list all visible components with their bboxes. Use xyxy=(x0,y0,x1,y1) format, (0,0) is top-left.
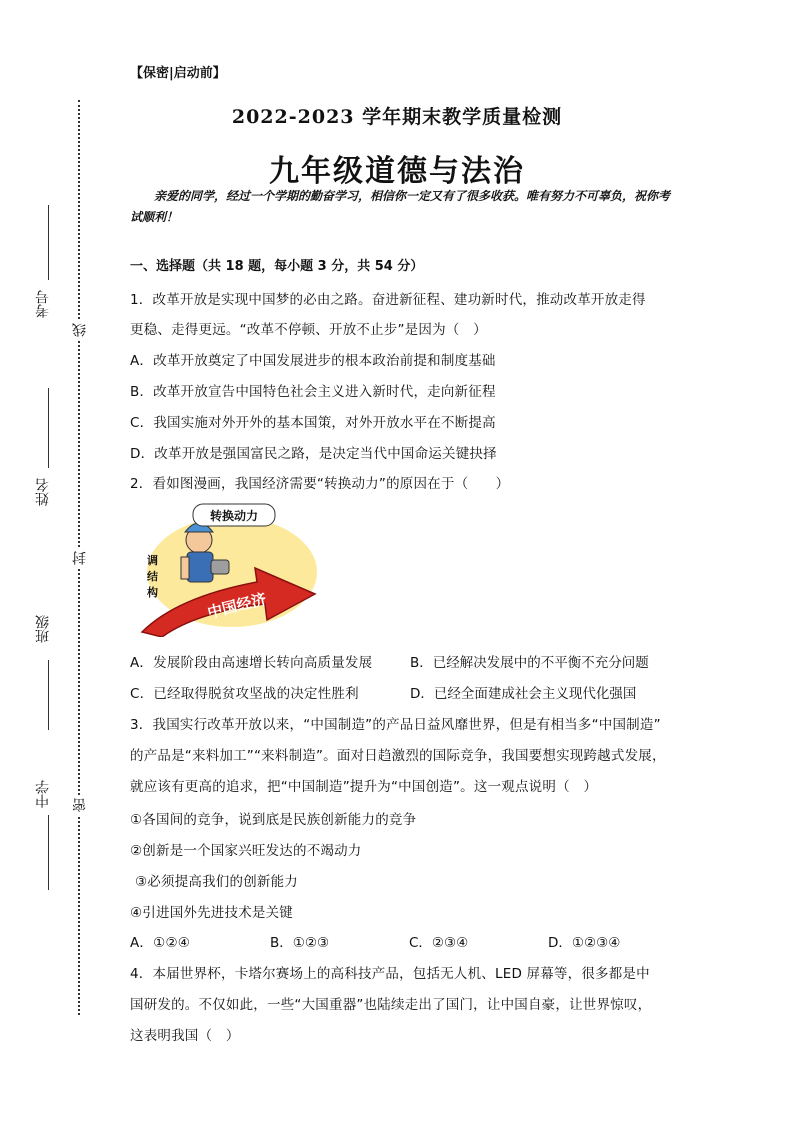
q4-stem-line2: 国研发的。不仅如此，一些“大国重器”也陆续走出了国门，让中国自豪，让世界惊叹， xyxy=(130,997,652,1013)
subject-title: 九年级道德与法治 xyxy=(269,154,525,189)
cartoon-bubble-text: 转换动力 xyxy=(209,509,259,523)
q1-option-d: D．改革开放是强国富民之路，是决定当代中国命运关键抉择 xyxy=(130,446,497,462)
q1-stem-line2: 更稳、走得更远。“改革不停顿、开放不止步”是因为（ ） xyxy=(130,322,487,338)
section-heading: 一、选择题（共 18 题，每小题 3 分，共 54 分） xyxy=(130,259,424,274)
svg-text:调: 调 xyxy=(147,554,158,567)
secret-mark: 密 xyxy=(70,795,90,815)
q1-option-a: A．改革开放奠定了中国发展进步的根本政治前提和制度基础 xyxy=(130,353,496,369)
svg-text:结: 结 xyxy=(147,570,158,583)
exam-title: 2022-2023 学年期末教学质量检测 xyxy=(231,106,563,128)
exam-no-blank xyxy=(48,205,49,280)
q3-stem-line3: 就应该有更高的追求，把“中国制造”提升为“中国创造”。这一观点说明（ ） xyxy=(130,779,598,795)
q1-option-c: C．我国实施对外开外的基本国策，对外开放水平在不断提高 xyxy=(130,415,496,431)
q2-option-a: A．发展阶段由高速增长转向高质量发展 xyxy=(130,655,373,671)
q3-option-b: B．①②③ xyxy=(270,935,330,951)
q3-stem-line2: 的产品是“来料加工”“来料制造”。面对日趋激烈的国际竞争，我国要想实现跨越式发展， xyxy=(130,748,666,764)
cartoon-arrow-text: 中国经济 xyxy=(205,589,269,622)
q4-stem-line3: 这表明我国（ ） xyxy=(130,1028,240,1044)
name-blank xyxy=(48,388,49,468)
q3-option-d: D．①②③④ xyxy=(548,935,621,951)
class-blank xyxy=(48,660,49,730)
q4-stem-line1: 4．本届世界杯，卡塔尔赛场上的高科技产品，包括无人机、LED 屏幕等，很多都是中 xyxy=(130,966,650,982)
q3-option-a: A．①②④ xyxy=(130,935,191,951)
q3-statement-2: ②创新是一个国家兴旺发达的不竭动力 xyxy=(130,843,362,859)
q1-option-b: B．改革开放宣告中国特色社会主义进入新时代，走向新征程 xyxy=(130,384,496,400)
class-label: 班级 xyxy=(35,615,51,643)
q2-option-c: C．已经取得脱贫攻坚战的决定性胜利 xyxy=(130,686,359,702)
name-label: 姓名 xyxy=(35,478,51,506)
q2-option-d: D．已经全面建成社会主义现代化强国 xyxy=(410,686,637,702)
svg-text:构: 构 xyxy=(147,586,158,599)
seal-mark: 封 xyxy=(70,548,90,568)
greeting-text: 亲爱的同学，经过一个学期的勤奋学习，相信你一定又有了很多收获。唯有努力不可辜负，祝你考试顺利！ xyxy=(130,189,671,224)
q3-option-c: C．②③④ xyxy=(409,935,469,951)
q3-statement-4: ④引进国外先进技术是关键 xyxy=(130,905,294,921)
q3-stem-line1: 3．我国实行改革开放以来，“中国制造”的产品日益风靡世界，但是有相当多“中国制造” xyxy=(130,717,661,733)
q2-stem: 2．看如图漫画，我国经济需要“转换动力”的原因在于（ ） xyxy=(130,476,510,492)
q3-statement-3: ③必须提高我们的创新能力 xyxy=(135,874,299,890)
q2-option-b: B．已经解决发展中的不平衡不充分问题 xyxy=(410,655,649,671)
line-mark: 线 xyxy=(70,320,90,340)
school-blank xyxy=(48,815,49,890)
secret-label: 【保密|启动前】 xyxy=(130,66,226,81)
economy-cartoon xyxy=(137,502,327,637)
school-label: 中学 xyxy=(35,780,51,808)
q1-stem-line1: 1．改革开放是实现中国梦的必由之路。奋进新征程、建功新时代，推动改革开放走得 xyxy=(130,292,646,308)
q3-statement-1: ①各国间的竞争，说到底是民族创新能力的竞争 xyxy=(130,812,417,828)
exam-no-label: 考号 xyxy=(35,290,51,318)
